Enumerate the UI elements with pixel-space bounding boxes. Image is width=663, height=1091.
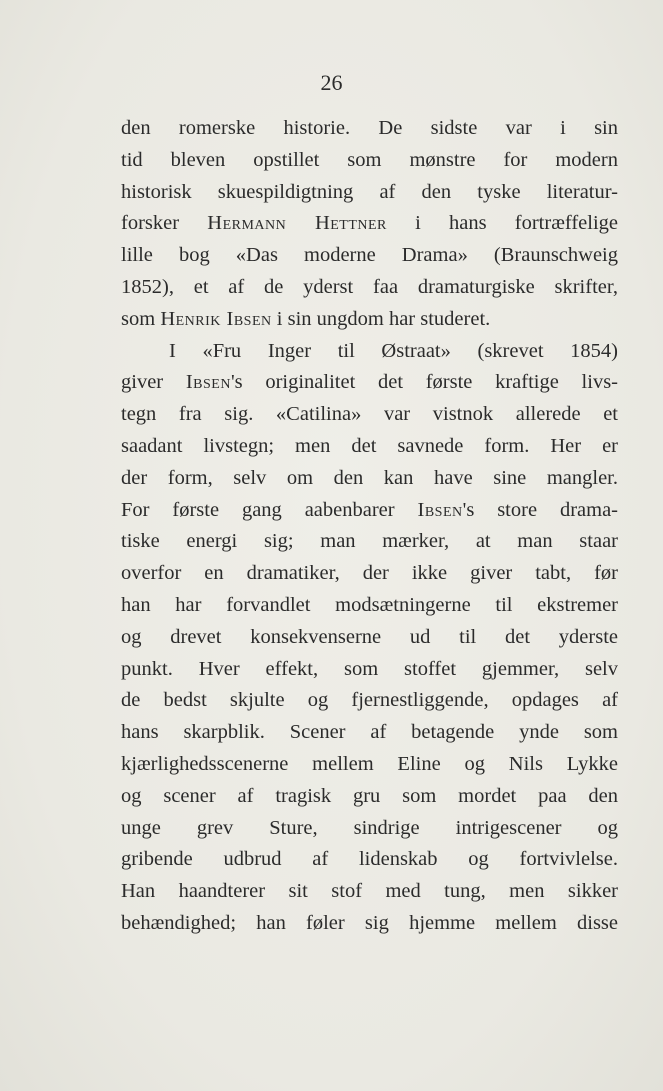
- text-line: og scener af tragisk gru som mordet paa den: [121, 784, 618, 807]
- author-name: Henrik Ibsen: [160, 307, 272, 330]
- text-line: unge grev Sture, sindrige intrigescener og: [121, 816, 618, 839]
- author-name: Ibsen: [417, 498, 463, 521]
- text-line: kjærlighedsscenerne mellem Eline og Nils Lykke: [121, 752, 618, 775]
- text-line: behændighed; han føler sig hjemme mellem disse: [121, 911, 618, 934]
- page-number: 26: [320, 70, 343, 95]
- text-line: gribende udbrud af lidenskab og fortvivlelse.: [121, 848, 618, 871]
- text-line: giver Ibsen's originalitet det første kraftige livs-: [121, 371, 618, 394]
- text-line: Han haandterer sit stof med tung, men sikker: [121, 880, 618, 903]
- body-text: [121, 113, 618, 940]
- text-line: som Henrik Ibsen i sin ungdom har studeret.: [121, 307, 491, 330]
- text-line: hans skarpblik. Scener af betagende ynde som: [121, 721, 618, 744]
- text-line: tegn fra sig. «Catilina» var vistnok allerede et: [121, 403, 618, 426]
- author-name: Ibsen: [185, 371, 231, 394]
- author-name: Hermann Hettner: [207, 212, 387, 235]
- text-line: 1852), et af de yderst faa dramaturgiske skrifter,: [121, 275, 618, 298]
- text-line: punkt. Hver effekt, som stoffet gjemmer, selv: [121, 657, 618, 680]
- text-line: forsker Hermann Hettner i hans fortræffelige: [121, 212, 618, 235]
- text-line: historisk skuespildigtning af den tyske literatur-: [121, 180, 618, 203]
- text-line: og drevet konsekvenserne ud til det yderste: [121, 625, 618, 648]
- text-line: den romerske historie. De sidste var i sin: [121, 117, 618, 139]
- text-line: saadant livstegn; men det savnede form. Her er: [121, 434, 618, 457]
- text-line: lille bog «Das moderne Drama» (Braunschweig: [121, 244, 618, 267]
- text-line: overfor en dramatiker, der ikke giver tabt, før: [121, 562, 618, 585]
- text-line: der form, selv om den kan have sine mangler.: [121, 466, 618, 489]
- text-line: For første gang aabenbarer Ibsen's store drama-: [121, 498, 618, 521]
- text-line: tid bleven opstillet som mønstre for modern: [121, 148, 618, 171]
- paragraph-first-line: I «Fru Inger til Østraat» (skrevet 1854): [169, 339, 618, 362]
- text-line: de bedst skjulte og fjernestliggende, opdages af: [121, 689, 618, 712]
- text-line: tiske energi sig; man mærker, at man staar: [121, 530, 618, 553]
- text-line: han har forvandlet modsætningerne til ekstremer: [121, 593, 618, 616]
